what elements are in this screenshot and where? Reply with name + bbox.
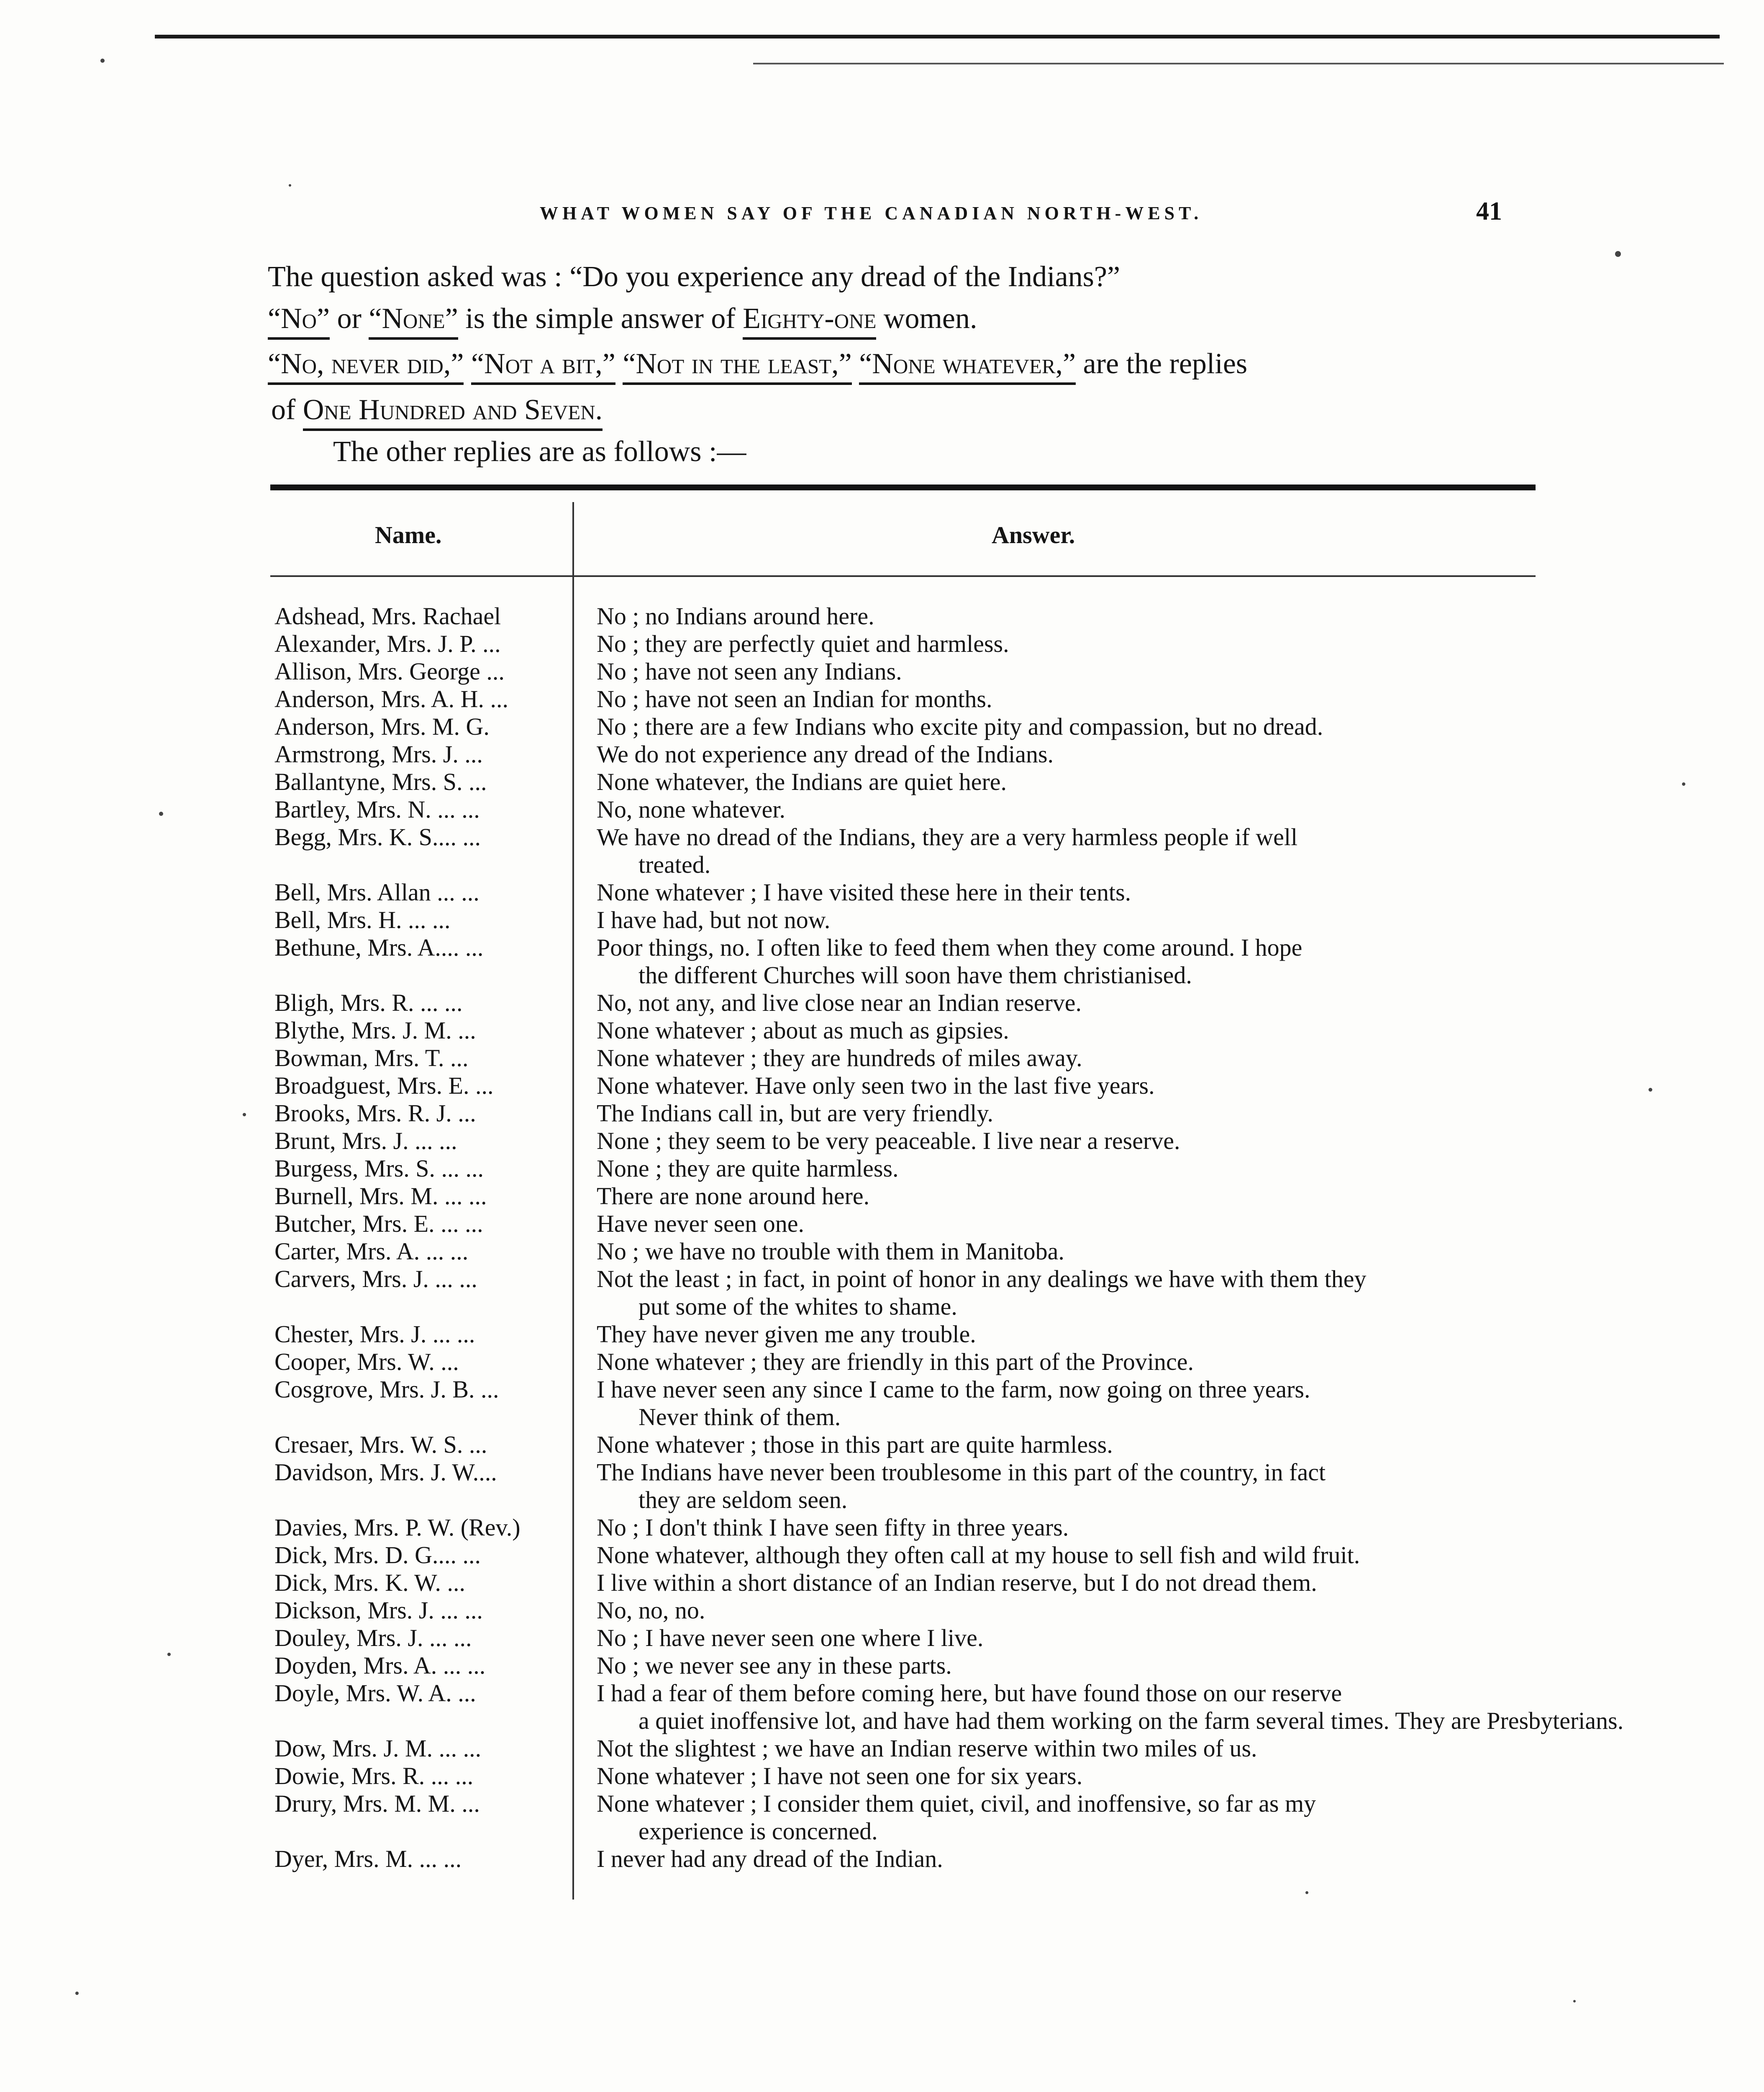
respondent-answer — [597, 685, 1764, 713]
respondent-answer — [597, 1320, 1764, 1348]
question-text: “Do you experience any dread of the Indians?” — [569, 261, 1120, 293]
respondent-answer — [597, 1569, 1764, 1597]
respondent-name: Dickson, Mrs. J. ... ... — [274, 1597, 483, 1624]
table-row — [274, 1044, 1556, 1072]
table-row — [274, 1514, 1556, 1541]
table-row — [274, 1790, 1556, 1845]
none-answer: “None” — [369, 303, 458, 340]
respondent-name: Bell, Mrs. H. ... ... — [274, 906, 451, 933]
respondent-name: Cresaer, Mrs. W. S. ... — [274, 1431, 487, 1458]
respondent-name: Alexander, Mrs. J. P. ... — [274, 630, 501, 657]
answer-text: No ; no Indians around here. — [597, 602, 874, 630]
respondent-name: Broadguest, Mrs. E. ... — [274, 1072, 494, 1099]
answer-text: The Indians have never been troublesome in this part of the country, in fact — [597, 1459, 1326, 1486]
table-row — [274, 1845, 1556, 1873]
scan-speck — [167, 1653, 171, 1656]
respondent-answer — [597, 823, 1764, 879]
answer-text: Poor things, no. I often like to feed them when they come around. I hope — [597, 934, 1302, 961]
answer-text: No, no, no. — [597, 1597, 705, 1624]
table-row — [274, 1238, 1556, 1265]
table-row — [274, 1072, 1556, 1100]
respondent-answer — [597, 1017, 1764, 1044]
table-row — [274, 1597, 1556, 1624]
respondent-answer — [597, 1072, 1764, 1100]
or-word: or — [337, 303, 362, 335]
table-row — [274, 934, 1556, 989]
column-header-answer: Answer. — [992, 521, 1075, 549]
respondent-answer — [597, 1182, 1764, 1210]
table-row — [274, 1155, 1556, 1182]
table-row — [274, 1210, 1556, 1238]
table-row — [274, 1431, 1556, 1459]
answer-text: I had a fear of them before coming here, but have found those on our reserve — [597, 1679, 1342, 1707]
respondent-answer — [597, 1238, 1764, 1265]
table-row — [274, 1569, 1556, 1597]
respondent-answer — [597, 1100, 1764, 1127]
table-header-rule — [270, 575, 1536, 577]
answer-text: No ; there are a few Indians who excite pity and compassion, but no dread. — [597, 713, 1323, 740]
respondent-answer — [597, 1348, 1764, 1376]
scan-speck — [100, 59, 105, 63]
table-row — [274, 1265, 1556, 1320]
answer-text: None whatever ; those in this part are quite harmless. — [597, 1431, 1113, 1458]
respondent-answer — [597, 1541, 1764, 1569]
reply-not-in-least: “Not in the least,” — [623, 348, 851, 385]
respondent-name: Dow, Mrs. J. M. ... ... — [274, 1735, 482, 1762]
answer-text: None ; they seem to be very peaceable. I live near a reserve. — [597, 1127, 1180, 1154]
respondent-name: Davies, Mrs. P. W. (Rev.) — [274, 1514, 520, 1541]
respondent-name: Doyden, Mrs. A. ... ... — [274, 1652, 486, 1679]
table-row — [274, 1100, 1556, 1127]
answer-text: I have had, but not now. — [597, 906, 831, 933]
respondent-name: Dick, Mrs. K. W. ... — [274, 1569, 465, 1596]
respondent-name: Bethune, Mrs. A.... ... — [274, 934, 484, 961]
scan-speck — [1615, 251, 1621, 257]
answer-text: None whatever ; I have not seen one for six years. — [597, 1762, 1083, 1789]
answer-text: Not the slightest ; we have an Indian reserve within two miles of us. — [597, 1735, 1257, 1762]
respondent-answer — [597, 1735, 1764, 1762]
women-word: women. — [883, 303, 977, 335]
page-number: 41 — [1476, 197, 1502, 226]
scan-speck — [75, 1992, 79, 1995]
table-row — [274, 823, 1556, 879]
answer-text: There are none around here. — [597, 1182, 870, 1210]
respondent-answer — [597, 768, 1764, 796]
respondent-name: Douley, Mrs. J. ... ... — [274, 1624, 472, 1651]
reply-never-did: “No, never did,” — [268, 348, 464, 385]
respondent-name: Carvers, Mrs. J. ... ... — [274, 1265, 477, 1292]
reply-not-a-bit: “Not a bit,” — [471, 348, 615, 385]
respondent-answer — [597, 1652, 1764, 1679]
respondent-name: Bowman, Mrs. T. ... — [274, 1044, 469, 1072]
answer-text: Have never seen one. — [597, 1210, 804, 1237]
respondent-name: Bartley, Mrs. N. ... ... — [274, 796, 480, 823]
answer-continuation: put some of the whites to shame. — [638, 1293, 957, 1320]
respondent-name: Cosgrove, Mrs. J. B. ... — [274, 1376, 499, 1403]
reply-none-whatever: “None whatever,” — [859, 348, 1076, 385]
are-replies-text: are the replies — [1083, 348, 1248, 380]
simple-answer-line — [268, 302, 1565, 336]
respondent-answer — [597, 1376, 1764, 1431]
answer-text: We have no dread of the Indians, they are a very harmless people if well — [597, 823, 1298, 851]
respondent-name: Bligh, Mrs. R. ... ... — [274, 989, 463, 1016]
scan-speck — [243, 1113, 246, 1116]
answer-text: None whatever ; about as much as gipsies. — [597, 1017, 1009, 1044]
respondent-name: Anderson, Mrs. M. G. — [274, 713, 490, 740]
answer-text: No ; they are perfectly quiet and harmless. — [597, 630, 1009, 657]
respondent-name: Ballantyne, Mrs. S. ... — [274, 768, 487, 795]
answer-text: We do not experience any dread of the Indians. — [597, 741, 1054, 768]
scan-speck — [289, 184, 291, 187]
answer-text: No ; we never see any in these parts. — [597, 1652, 952, 1679]
scan-speck — [1573, 2000, 1576, 2002]
respondent-name: Burnell, Mrs. M. ... ... — [274, 1182, 487, 1210]
answer-text: Not the least ; in fact, in point of honor in any dealings we have with them they — [597, 1265, 1367, 1292]
table-row — [274, 630, 1556, 658]
replies-line — [268, 347, 1540, 381]
table-row — [274, 713, 1556, 741]
table-row — [274, 1127, 1556, 1155]
answer-continuation: treated. — [638, 851, 711, 878]
respondent-name: Dyer, Mrs. M. ... ... — [274, 1845, 462, 1872]
of-word: of — [271, 394, 296, 426]
answer-continuation: they are seldom seen. — [638, 1486, 848, 1513]
answer-continuation: Never think of them. — [638, 1403, 841, 1431]
answer-continuation: a quiet inoffensive lot, and have had them working on the farm several times. They are Presbyterians. — [638, 1707, 1624, 1734]
table-row — [274, 1459, 1556, 1514]
table-row — [274, 741, 1556, 768]
respondent-name: Brooks, Mrs. R. J. ... — [274, 1100, 476, 1127]
count-eighty-one: Eighty-one — [743, 303, 876, 340]
respondent-answer — [597, 630, 1764, 658]
respondent-name: Chester, Mrs. J. ... ... — [274, 1320, 475, 1348]
table-top-rule — [270, 485, 1536, 490]
respondent-answer — [597, 1679, 1764, 1735]
table-row — [274, 1348, 1556, 1376]
respondent-name: Drury, Mrs. M. M. ... — [274, 1790, 480, 1817]
respondent-name: Butcher, Mrs. E. ... ... — [274, 1210, 483, 1237]
answer-text: I never had any dread of the Indian. — [597, 1845, 943, 1872]
respondent-answer — [597, 602, 1764, 630]
respondent-answer — [597, 989, 1764, 1017]
respondent-answer — [597, 906, 1764, 934]
table-row — [274, 989, 1556, 1017]
answer-text: No ; I don't think I have seen fifty in three years. — [597, 1514, 1069, 1541]
table-row — [274, 1320, 1556, 1348]
no-answer: “No” — [268, 303, 330, 340]
answer-text: No, not any, and live close near an Indian reserve. — [597, 989, 1082, 1016]
respondent-name: Davidson, Mrs. J. W.... — [274, 1459, 497, 1486]
running-head: WHAT WOMEN SAY OF THE CANADIAN NORTH-WEST. — [540, 203, 1203, 223]
answer-text: I live within a short distance of an Indian reserve, but I do not dread them. — [597, 1569, 1317, 1596]
respondent-answer — [597, 879, 1764, 906]
answer-text: None whatever, the Indians are quiet here. — [597, 768, 1007, 795]
answer-text: None whatever, although they often call at my house to sell fish and wild fruit. — [597, 1541, 1360, 1569]
respondent-answer — [597, 934, 1764, 989]
answer-text: None whatever ; I have visited these here in their tents. — [597, 879, 1131, 906]
respondent-answer — [597, 1155, 1764, 1182]
respondent-name: Doyle, Mrs. W. A. ... — [274, 1679, 476, 1707]
answer-text: No ; have not seen an Indian for months. — [597, 685, 992, 713]
respondent-answer — [597, 1431, 1764, 1459]
respondent-name: Anderson, Mrs. A. H. ... — [274, 685, 509, 713]
top-rule-secondary — [753, 63, 1724, 64]
answer-text: None whatever. Have only seen two in the last five years. — [597, 1072, 1155, 1099]
respondent-answer — [597, 796, 1764, 823]
scan-speck — [159, 812, 163, 816]
answer-text: They have never given me any trouble. — [597, 1320, 976, 1348]
table-row — [274, 1652, 1556, 1679]
answer-text: The Indians call in, but are very friendly. — [597, 1100, 994, 1127]
top-rule — [155, 35, 1720, 38]
table-row — [274, 1735, 1556, 1762]
table-row — [274, 768, 1556, 796]
scan-speck — [1305, 1891, 1308, 1894]
simple-answer-text: is the simple answer of — [465, 303, 736, 335]
respondent-name: Dick, Mrs. D. G.... ... — [274, 1541, 481, 1569]
table-row — [274, 1017, 1556, 1044]
respondent-answer — [597, 741, 1764, 768]
answer-text: None whatever ; I consider them quiet, civil, and inoffensive, so far as my — [597, 1790, 1316, 1817]
respondent-answer — [597, 1459, 1764, 1514]
table-row — [274, 658, 1556, 685]
respondent-answer — [597, 1210, 1764, 1238]
respondent-answer — [597, 1597, 1764, 1624]
reply-table-body — [274, 602, 1624, 1873]
table-row — [274, 1679, 1624, 1735]
respondent-name: Armstrong, Mrs. J. ... — [274, 741, 483, 768]
table-row — [274, 1376, 1556, 1431]
count-line — [271, 393, 1568, 427]
respondent-name: Brunt, Mrs. J. ... ... — [274, 1127, 457, 1154]
respondent-answer — [597, 1044, 1764, 1072]
respondent-name: Dowie, Mrs. R. ... ... — [274, 1762, 474, 1789]
table-row — [274, 879, 1556, 906]
table-row — [274, 1541, 1556, 1569]
respondent-name: Adshead, Mrs. Rachael — [274, 602, 501, 630]
answer-text: No ; we have no trouble with them in Manitoba. — [597, 1238, 1064, 1265]
answer-text: None whatever ; they are hundreds of miles away. — [597, 1044, 1082, 1072]
other-replies-line: The other replies are as follows :— — [333, 436, 746, 468]
answer-text: None ; they are quite harmless. — [597, 1155, 899, 1182]
answer-text: No, none whatever. — [597, 796, 785, 823]
respondent-name: Begg, Mrs. K. S.... ... — [274, 823, 481, 851]
respondent-answer — [597, 1265, 1764, 1320]
question-line — [268, 260, 1565, 294]
table-row — [274, 1762, 1556, 1790]
respondent-name: Blythe, Mrs. J. M. ... — [274, 1017, 476, 1044]
scan-speck — [1682, 782, 1685, 786]
answer-text: I have never seen any since I came to the farm, now going on three years. — [597, 1376, 1310, 1403]
count-one-hundred-seven: One Hundred and Seven. — [303, 394, 603, 431]
table-row — [274, 1624, 1556, 1652]
scan-speck — [1649, 1088, 1652, 1092]
respondent-name: Burgess, Mrs. S. ... ... — [274, 1155, 484, 1182]
respondent-answer — [597, 1514, 1764, 1541]
column-header-name: Name. — [375, 521, 442, 549]
table-row — [274, 685, 1556, 713]
respondent-answer — [597, 658, 1764, 685]
respondent-name: Cooper, Mrs. W. ... — [274, 1348, 459, 1375]
table-row — [274, 602, 1556, 630]
respondent-name: Carter, Mrs. A. ... ... — [274, 1238, 469, 1265]
respondent-answer — [597, 1845, 1764, 1873]
respondent-answer — [597, 1127, 1764, 1155]
respondent-name: Bell, Mrs. Allan ... ... — [274, 879, 479, 906]
respondent-answer — [597, 1790, 1764, 1845]
answer-continuation: experience is concerned. — [638, 1818, 878, 1845]
table-row — [274, 906, 1556, 934]
answer-text: No ; have not seen any Indians. — [597, 658, 902, 685]
question-prefix: The question asked was : — [268, 261, 562, 293]
respondent-name: Allison, Mrs. George ... — [274, 658, 505, 685]
respondent-answer — [597, 1624, 1764, 1652]
respondent-answer — [597, 713, 1764, 741]
answer-continuation: the different Churches will soon have them christianised. — [638, 961, 1192, 989]
respondent-answer — [597, 1762, 1764, 1790]
answer-text: None whatever ; they are friendly in this part of the Province. — [597, 1348, 1194, 1375]
table-row — [274, 796, 1556, 823]
answer-text: No ; I have never seen one where I live. — [597, 1624, 984, 1651]
table-row — [274, 1182, 1556, 1210]
